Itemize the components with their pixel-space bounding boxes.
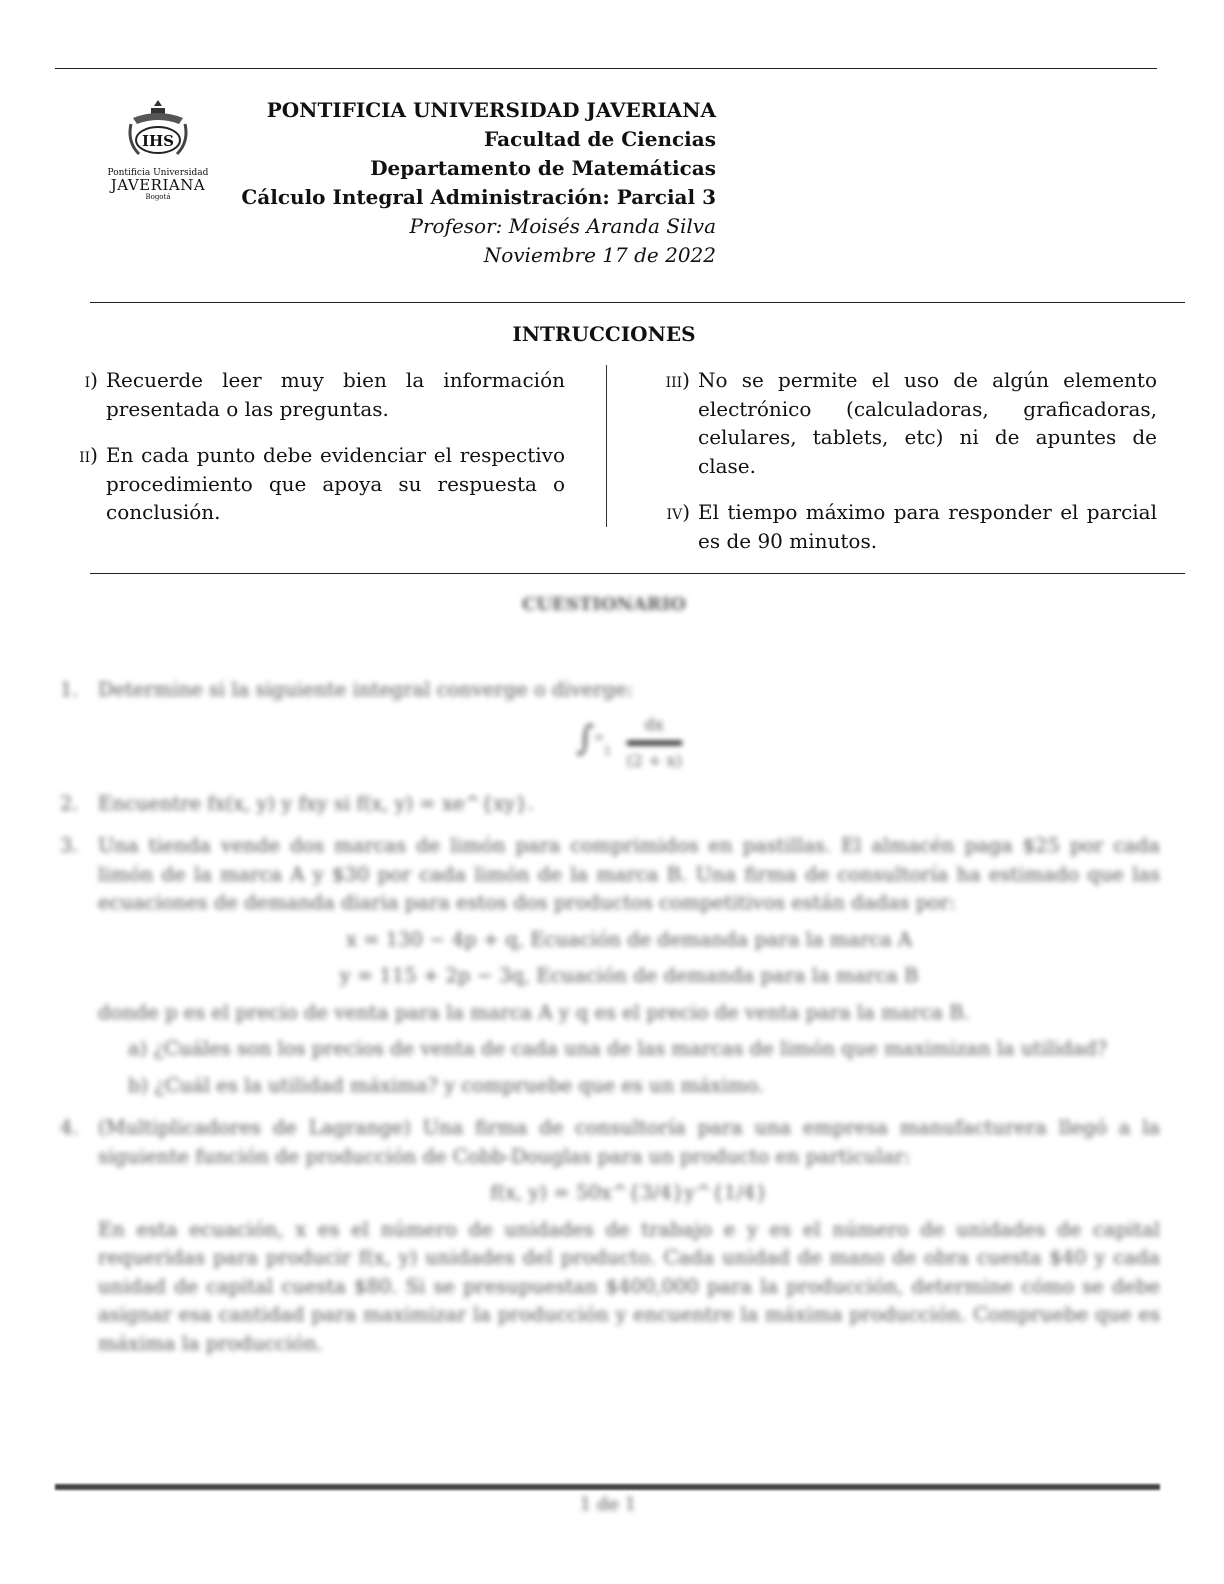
crest-icon xyxy=(123,96,193,166)
professor-name: Profesor: Moisés Aranda Silva xyxy=(409,214,716,238)
question-1 xyxy=(60,676,1160,776)
question-text: donde p es el precio de venta para la marca A y q es el precio de venta para la marca B. xyxy=(98,1000,970,1024)
fraction-bar xyxy=(627,741,682,745)
question-text: En esta ecuación, x es el número de unidades de trabajo e y es el número de unidades de capital requeridas para producir f(x, y) unidades del producto. Cada unidad de mano de obra cuesta $40 y cada unidad de capital cuesta $80. Si se presupuestan $400,000 para la producción, determine cómo se debe asignar esa cantidad para maximizar la producción y encuentre la máxima producción. Compruebe que es máxima la producción. xyxy=(98,1217,1160,1355)
demand-equation-b: y = 115 + 2p − 3q, Ecuación de demanda para la marca B xyxy=(339,964,919,987)
instruction-text: En cada punto debe evidenciar el respectivo procedimiento que apoya su respuesta o conclusión. xyxy=(106,443,565,524)
sub-text: ¿Cuáles son los precios de venta de cada una de las marcas de limón que maximizan la utilidad? xyxy=(153,1037,1108,1060)
instructions-title: INTRUCCIONES xyxy=(512,322,696,346)
integral-upper: ∞ xyxy=(593,729,604,744)
faculty-name: Facultad de Ciencias xyxy=(484,127,716,151)
logo-line3: Bogotá xyxy=(145,193,171,201)
numerator: dx xyxy=(644,714,664,734)
instruction-item xyxy=(652,498,1157,555)
production-function: f(x, y) = 50x^{3/4}y^{1/4} xyxy=(490,1181,768,1204)
questionnaire xyxy=(60,676,1160,1372)
question-3 xyxy=(60,832,1160,1100)
instruction-item xyxy=(652,366,1157,480)
exam-header xyxy=(241,96,716,270)
instructions-bottom-rule xyxy=(90,573,1185,574)
sub-text: ¿Cuál es la utilidad máxima? y compruebe que es un máximo. xyxy=(154,1073,764,1097)
instruction-item xyxy=(60,441,565,527)
svg-text:IHS: IHS xyxy=(141,132,175,150)
demand-equation-a: x = 130 − 4p + q, Ecuación de demanda para la marca A xyxy=(346,927,912,951)
instruction-number: iv) xyxy=(666,500,690,524)
instruction-number: ii) xyxy=(79,443,98,467)
question-number: 1. xyxy=(60,678,79,701)
integral-sign: ∫ xyxy=(576,718,594,758)
denominator: (2 + x) xyxy=(626,751,682,770)
logo-line1: Pontificia Universidad xyxy=(107,168,209,178)
question-text: (Multiplicadores de Lagrange) Una firma de consultoría para una empresa manufacturera llegó a la siguiente función de producción de Cobb-Douglas para un producto en particular: xyxy=(98,1116,1160,1168)
sub-label: b) xyxy=(128,1073,149,1097)
subquestion-b xyxy=(98,1072,1160,1101)
instruction-number: i) xyxy=(84,368,98,392)
question-number: 4. xyxy=(60,1116,79,1139)
department-name: Departamento de Matemáticas xyxy=(370,156,716,180)
instructions-right-column xyxy=(652,366,1157,573)
question-text: Determine si la siguiente integral converge o diverge: xyxy=(98,678,634,701)
instructions-left-column xyxy=(60,366,565,545)
course-title: Cálculo Integral Administración: Parcial 3 xyxy=(241,185,716,209)
question-4 xyxy=(60,1114,1160,1358)
instruction-text: No se permite el uso de algún elemento electrónico (calculadoras, graficadoras, celulares, tablets, etc) ni de apuntes de clase. xyxy=(698,368,1157,478)
question-number: 3. xyxy=(60,834,79,857)
question-text: Una tienda vende dos marcas de limón para comprimidos en pastillas. El almacén paga $25 por cada limón de la marca A y $30 por cada limón de la marca B. Una firma de consultoría ha estimado que las ecuaciones de demanda diaria para estos dos productos competitivos están dadas por: xyxy=(98,834,1160,914)
fraction xyxy=(627,711,682,776)
top-rule xyxy=(55,68,1157,69)
integral-expression xyxy=(98,711,1160,776)
page-number: 1 de 1 xyxy=(579,1494,637,1515)
question-text: Encuentre fx(x, y) y fxy si f(x, y) = xe^{xy}. xyxy=(98,791,534,815)
instruction-text: El tiempo máximo para responder el parcial es de 90 minutos. xyxy=(698,500,1157,553)
footer-rule xyxy=(55,1484,1160,1490)
exam-date: Noviembre 17 de 2022 xyxy=(483,243,716,267)
instruction-number: iii) xyxy=(665,368,690,392)
question-number: 2. xyxy=(60,791,79,815)
subquestion-a xyxy=(98,1035,1160,1064)
instruction-text: Recuerde leer muy bien la información presentada o las preguntas. xyxy=(106,368,565,421)
questionnaire-title: CUESTIONARIO xyxy=(522,594,686,615)
question-2 xyxy=(60,790,1160,819)
column-divider xyxy=(606,365,607,527)
integral-lower: 1 xyxy=(603,743,612,758)
university-name: PONTIFICIA UNIVERSIDAD JAVERIANA xyxy=(266,98,716,122)
logo-line2: JAVERIANA xyxy=(110,176,206,194)
instruction-item xyxy=(60,366,565,423)
university-logo xyxy=(100,96,216,211)
instructions-top-rule xyxy=(90,302,1185,303)
sub-label: a) xyxy=(128,1037,148,1060)
